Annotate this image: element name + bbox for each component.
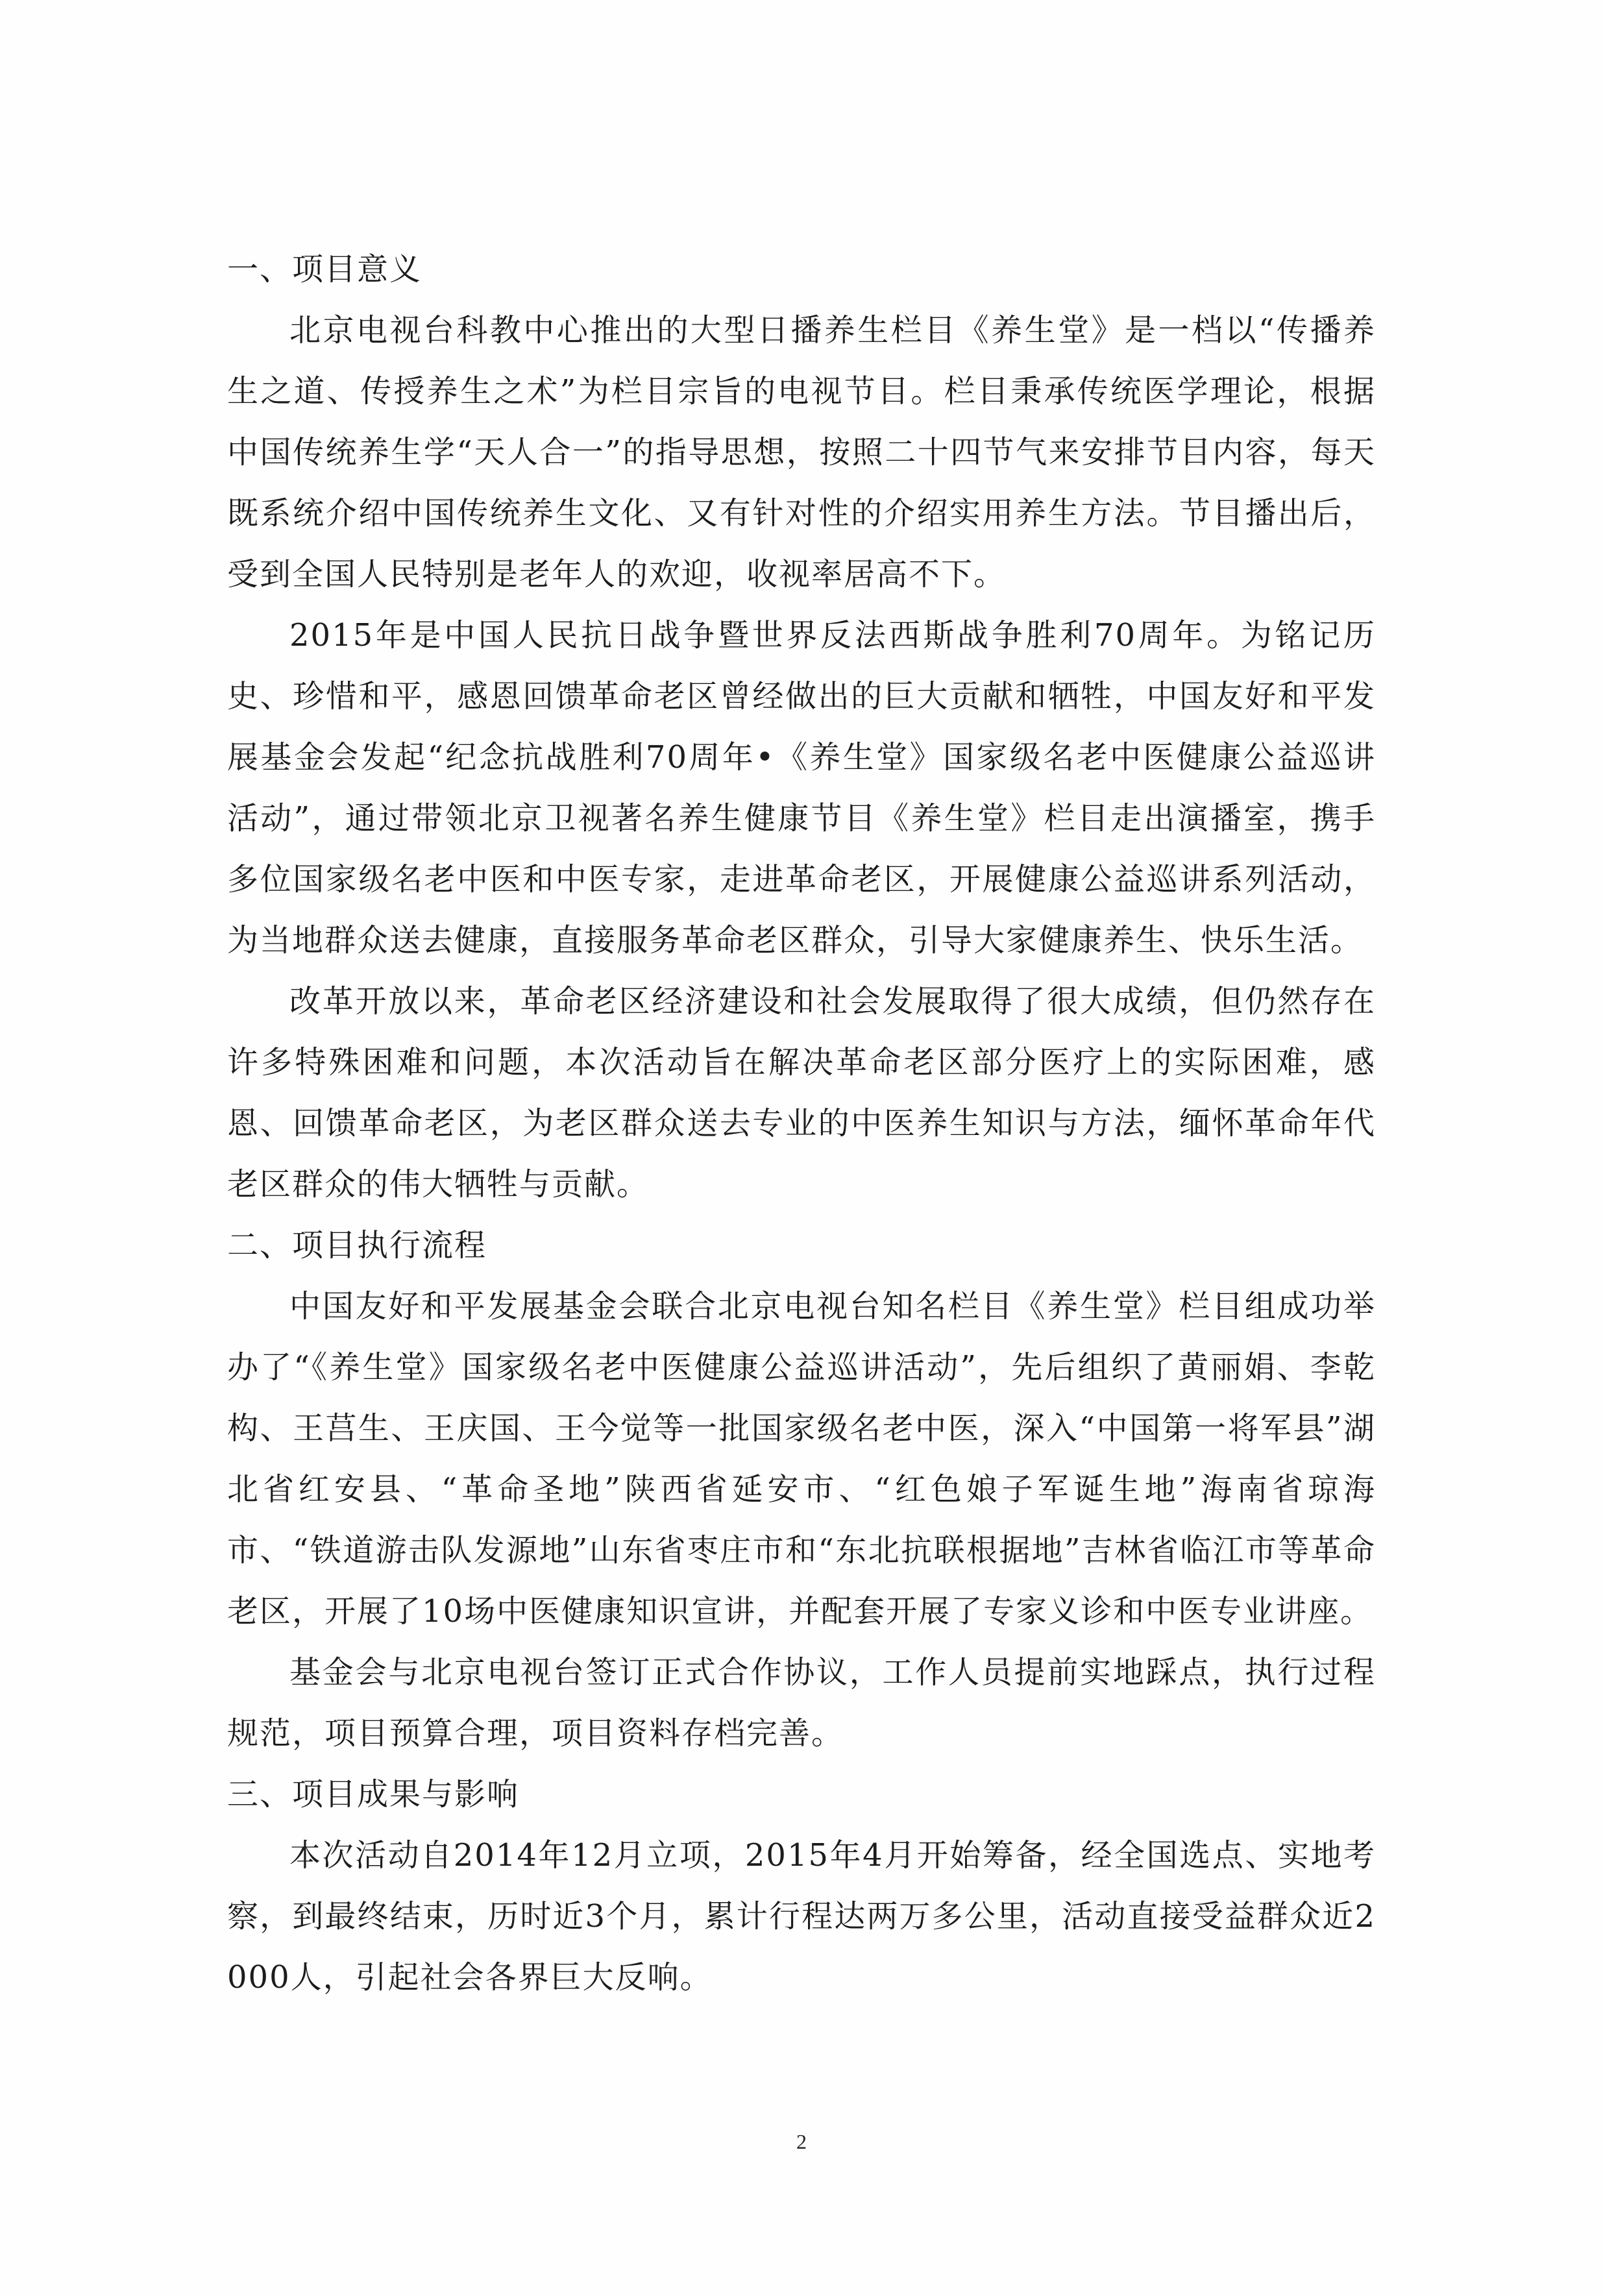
- section-heading-results: 三、项目成果与影响: [227, 1776, 520, 1813]
- page-number: 2: [796, 2130, 807, 2153]
- section-heading-execution: 二、项目执行流程: [227, 1227, 487, 1264]
- paragraph: 2015年是中国人民抗日战争暨世界反法西斯战争胜利70周年。为铭记历史、珍惜和平，感恩回馈革命老区曾经做出的巨大贡献和牺牲，中国友好和平发展基金会发起“纪念抗战胜利70周年•《养生堂》国家级名老中医健康公益巡讲活动”，通过带领北京卫视著名养生健康节目《养生堂》栏目走出演播室，携手多位国家级名老中医和中医专家，走进革命老区，开展健康公益巡讲系列活动，为当地群众送去健康，直接服务革命老区群众，引导大家健康养生、快乐生活。: [227, 617, 1376, 959]
- paragraph: 改革开放以来，革命老区经济建设和社会发展取得了很大成绩，但仍然存在许多特殊困难和问题，本次活动旨在解决革命老区部分医疗上的实际困难，感恩、回馈革命老区，为老区群众送去专业的中医养生知识与方法，缅怀革命年代老区群众的伟大牺牲与贡献。: [227, 983, 1376, 1203]
- section-heading-significance: 一、项目意义: [227, 251, 422, 287]
- document-body: [227, 239, 1376, 2008]
- paragraph: 基金会与北京电视台签订正式合作协议，工作人员提前实地踩点，执行过程规范，项目预算合理，项目资料存档完善。: [227, 1654, 1376, 1752]
- paragraph: 中国友好和平发展基金会联合北京电视台知名栏目《养生堂》栏目组成功举办了“《养生堂》国家级名老中医健康公益巡讲活动”，先后组织了黄丽娟、李乾构、王莒生、王庆国、王今觉等一批国家级名老中医，深入“中国第一将军县”湖北省红安县、“革命圣地”陕西省延安市、“红色娘子军诞生地”海南省琼海市、“铁道游击队发源地”山东省枣庄市和“东北抗联根据地”吉林省临江市等革命老区，开展了10场中医健康知识宣讲，并配套开展了专家义诊和中医专业讲座。: [227, 1288, 1376, 1630]
- paragraph: 本次活动自2014年12月立项，2015年4月开始筹备，经全国选点、实地考察，到最终结束，历时近3个月，累计行程达两万多公里，活动直接受益群众近2000人，引起社会各界巨大反响。: [227, 1837, 1376, 1996]
- paragraph: 北京电视台科教中心推出的大型日播养生栏目《养生堂》是一档以“传播养生之道、传授养生之术”为栏目宗旨的电视节目。栏目秉承传统医学理论，根据中国传统养生学“天人合一”的指导思想，按照二十四节气来安排节目内容，每天既系统介绍中国传统养生文化、又有针对性的介绍实用养生方法。节目播出后，受到全国人民特别是老年人的欢迎，收视率居高不下。: [227, 312, 1376, 592]
